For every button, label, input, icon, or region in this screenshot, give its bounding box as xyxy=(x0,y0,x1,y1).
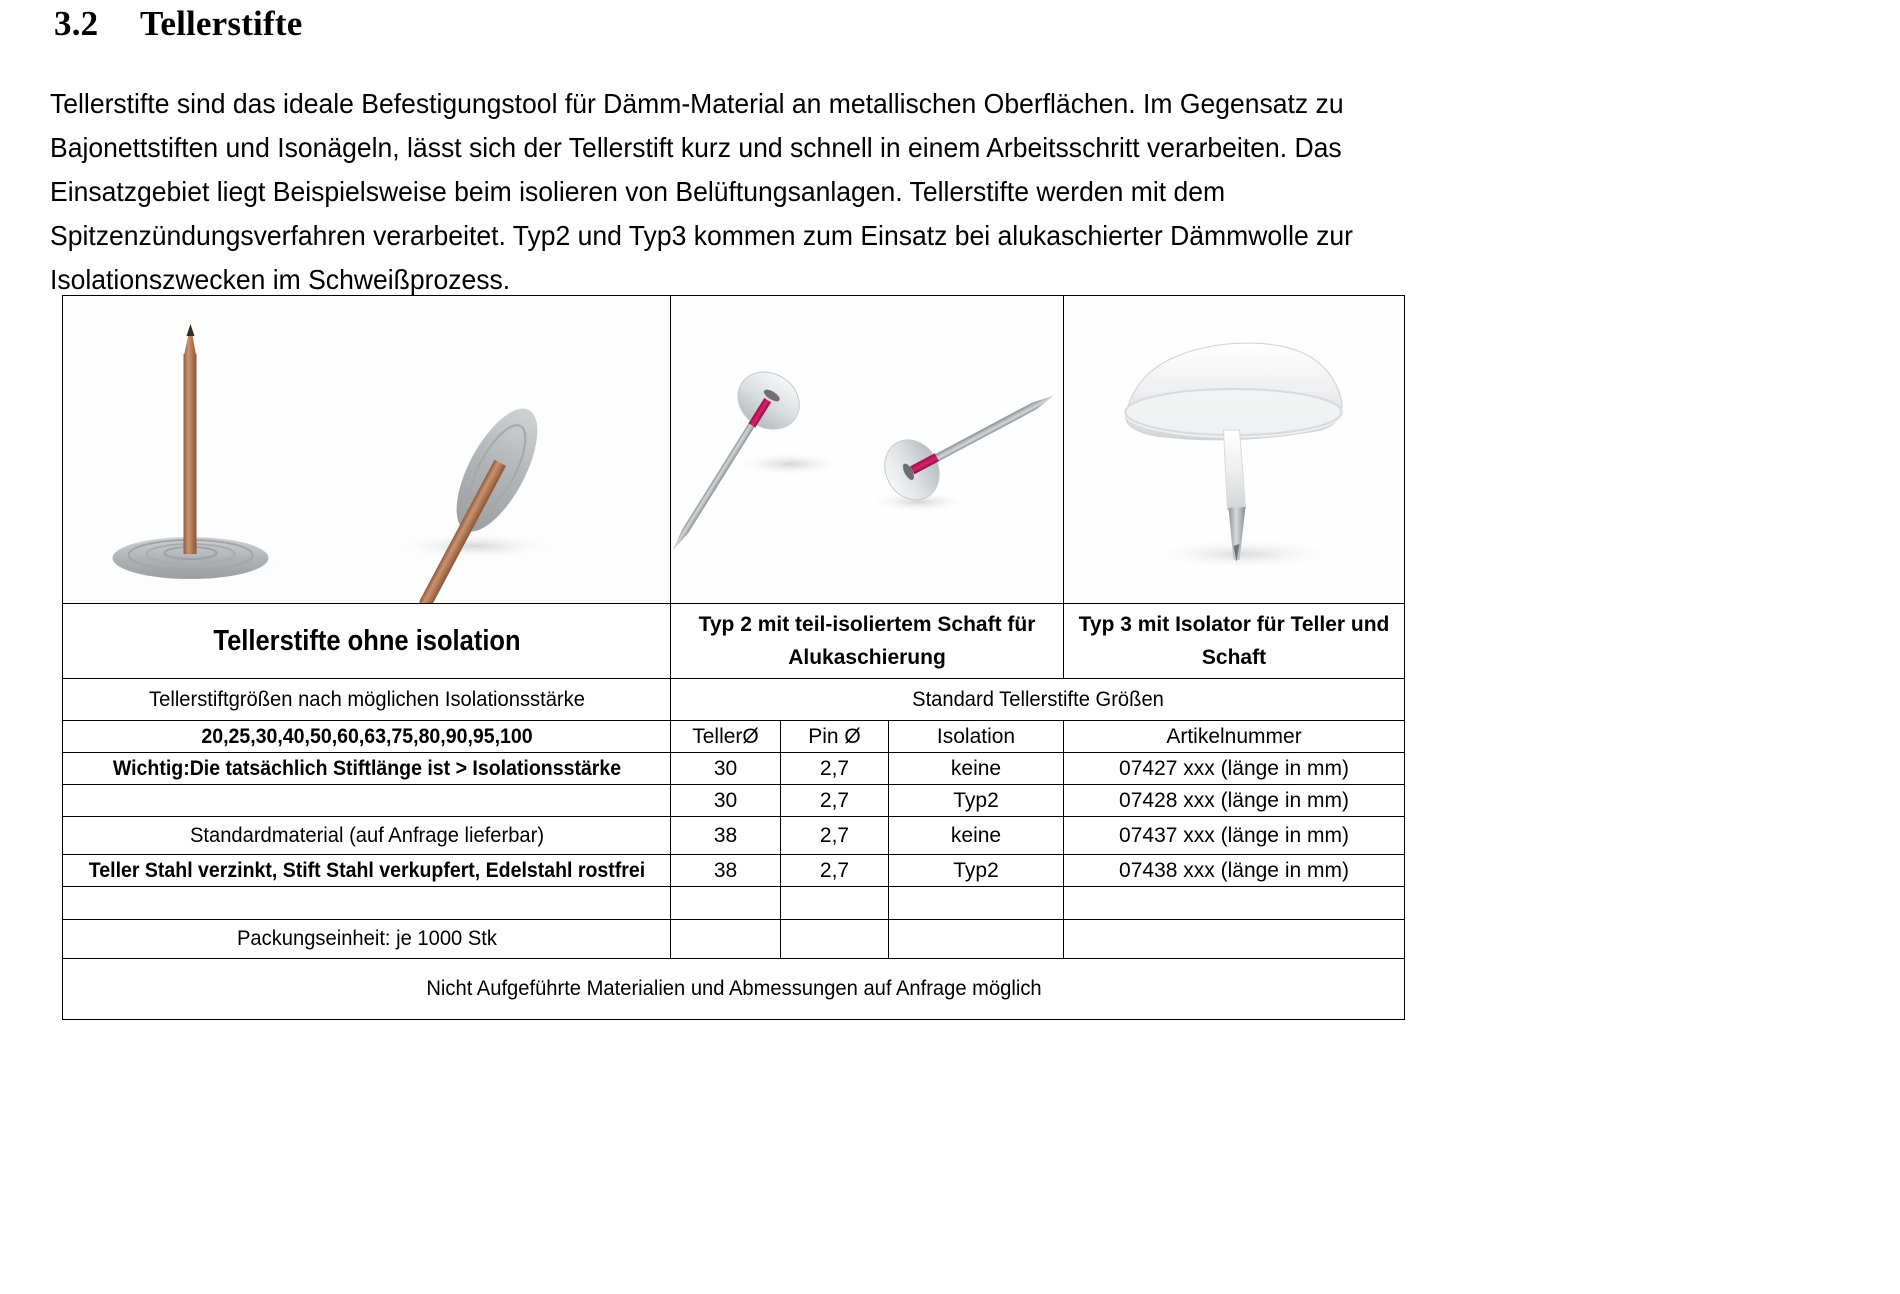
spec-header-isolation: Isolation xyxy=(889,721,1064,753)
cell-teller: 38 xyxy=(671,817,781,855)
cell-isolation: keine xyxy=(889,817,1064,855)
cell-isolation: Typ2 xyxy=(889,855,1064,887)
column-titles-row xyxy=(63,604,1405,679)
intro-paragraph: Tellerstifte sind das ideale Befestigungstool für Dämm-Material an metallischen Oberflächen. Im Gegensatz zu Bajonettstiften und Isonägeln, lässt sich der Tellerstift kurz und schnell in einem Arbeitsschritt verarbeiten. Das Einsatzgebiet liegt Beispielsweise beim isolieren von Belüftungsanlagen. Tellerstifte werden mit dem Spitzenzündungsverfahren verarbeitet. Typ2 und Typ3 kommen zum Einsatz bei alukaschierter Dämmwolle zur Isolationszwecken im Schweißprozess. xyxy=(50,87,1353,295)
column-title-right: Typ 3 mit Isolator für Teller und Schaft xyxy=(1064,604,1405,679)
photo-cell-middle xyxy=(671,296,1064,604)
section-titles-row xyxy=(63,679,1405,721)
photo-row xyxy=(63,296,1405,604)
section-title-left: Tellerstiftgrößen nach möglichen Isolationsstärke xyxy=(75,679,659,721)
cell-pin: 2,7 xyxy=(781,753,889,785)
column-title-middle: Typ 2 mit teil-isoliertem Schaft für Alukaschierung xyxy=(671,604,1064,679)
left-row-packungseinheit: Packungseinheit: je 1000 Stk xyxy=(75,920,659,959)
typ3-tellerstift-photo xyxy=(1064,296,1404,603)
cell-artikelnummer: 07438 xxx (länge in mm) xyxy=(1064,855,1405,887)
cell-pin: 2,7 xyxy=(781,817,889,855)
section-title-right: Standard Tellerstifte Größen xyxy=(685,679,1390,721)
photo-cell-right xyxy=(1064,296,1405,604)
spec-header-teller: TellerØ xyxy=(671,721,781,753)
table-row xyxy=(63,817,1405,855)
spacer-row xyxy=(63,887,1405,920)
cell-pin: 2,7 xyxy=(781,785,889,817)
table-row xyxy=(63,753,1405,785)
typ2-tellerstift-photo xyxy=(671,296,1063,603)
spec-header-artikelnummer: Artikelnummer xyxy=(1064,721,1405,753)
table-row xyxy=(63,855,1405,887)
section-number: 3.2 xyxy=(54,4,99,43)
packaging-row xyxy=(63,920,1405,959)
cell-isolation: keine xyxy=(889,753,1064,785)
spec-header-row xyxy=(63,721,1405,753)
table-row xyxy=(63,785,1405,817)
cell-blank-pin-2 xyxy=(781,920,889,959)
section-title: Tellerstifte xyxy=(140,4,303,43)
footer-note-row xyxy=(63,959,1405,1020)
photo-svg-middle xyxy=(671,296,1063,603)
cell-isolation: Typ2 xyxy=(889,785,1064,817)
footer-note: Nicht Aufgeführte Materialien und Abmessungen auf Anfrage möglich xyxy=(89,959,1377,1020)
left-row-standardmaterial: Standardmaterial (auf Anfrage lieferbar) xyxy=(75,817,659,855)
left-row-empty-1 xyxy=(84,785,649,817)
cell-teller: 30 xyxy=(671,753,781,785)
cell-blank-isolation-2 xyxy=(889,920,1064,959)
cell-blank-teller-2 xyxy=(671,920,781,959)
left-row-empty-2 xyxy=(63,887,671,920)
photo-svg-left xyxy=(63,296,670,603)
cell-blank-artikel xyxy=(1064,887,1405,920)
left-row-sizes: 20,25,30,40,50,60,63,75,80,90,95,100 xyxy=(84,721,649,753)
tellerstifte-table xyxy=(62,295,1405,1020)
cell-teller: 30 xyxy=(671,785,781,817)
cell-pin: 2,7 xyxy=(781,855,889,887)
photo-cell-left xyxy=(63,296,671,604)
cell-blank-pin xyxy=(781,887,889,920)
cell-teller: 38 xyxy=(671,855,781,887)
photo-svg-right xyxy=(1064,296,1404,603)
cell-blank-artikel-2 xyxy=(1064,920,1405,959)
cell-artikelnummer: 07427 xxx (länge in mm) xyxy=(1064,753,1405,785)
tellerstift-ohne-isolation-photo xyxy=(63,296,670,603)
cell-artikelnummer: 07428 xxx (länge in mm) xyxy=(1064,785,1405,817)
cell-blank-teller xyxy=(671,887,781,920)
left-row-teller-stahl: Teller Stahl verzinkt, Stift Stahl verkupfert, Edelstahl rostfrei xyxy=(84,855,649,887)
cell-blank-isolation xyxy=(889,887,1064,920)
cell-artikelnummer: 07437 xxx (länge in mm) xyxy=(1064,817,1405,855)
left-row-wichtig: Wichtig:Die tatsächlich Stiftlänge ist > Isolationsstärke xyxy=(84,753,649,785)
spec-header-pin: Pin Ø xyxy=(781,721,889,753)
column-title-left: Tellerstifte ohne isolation xyxy=(99,604,634,679)
page-title xyxy=(54,4,302,44)
